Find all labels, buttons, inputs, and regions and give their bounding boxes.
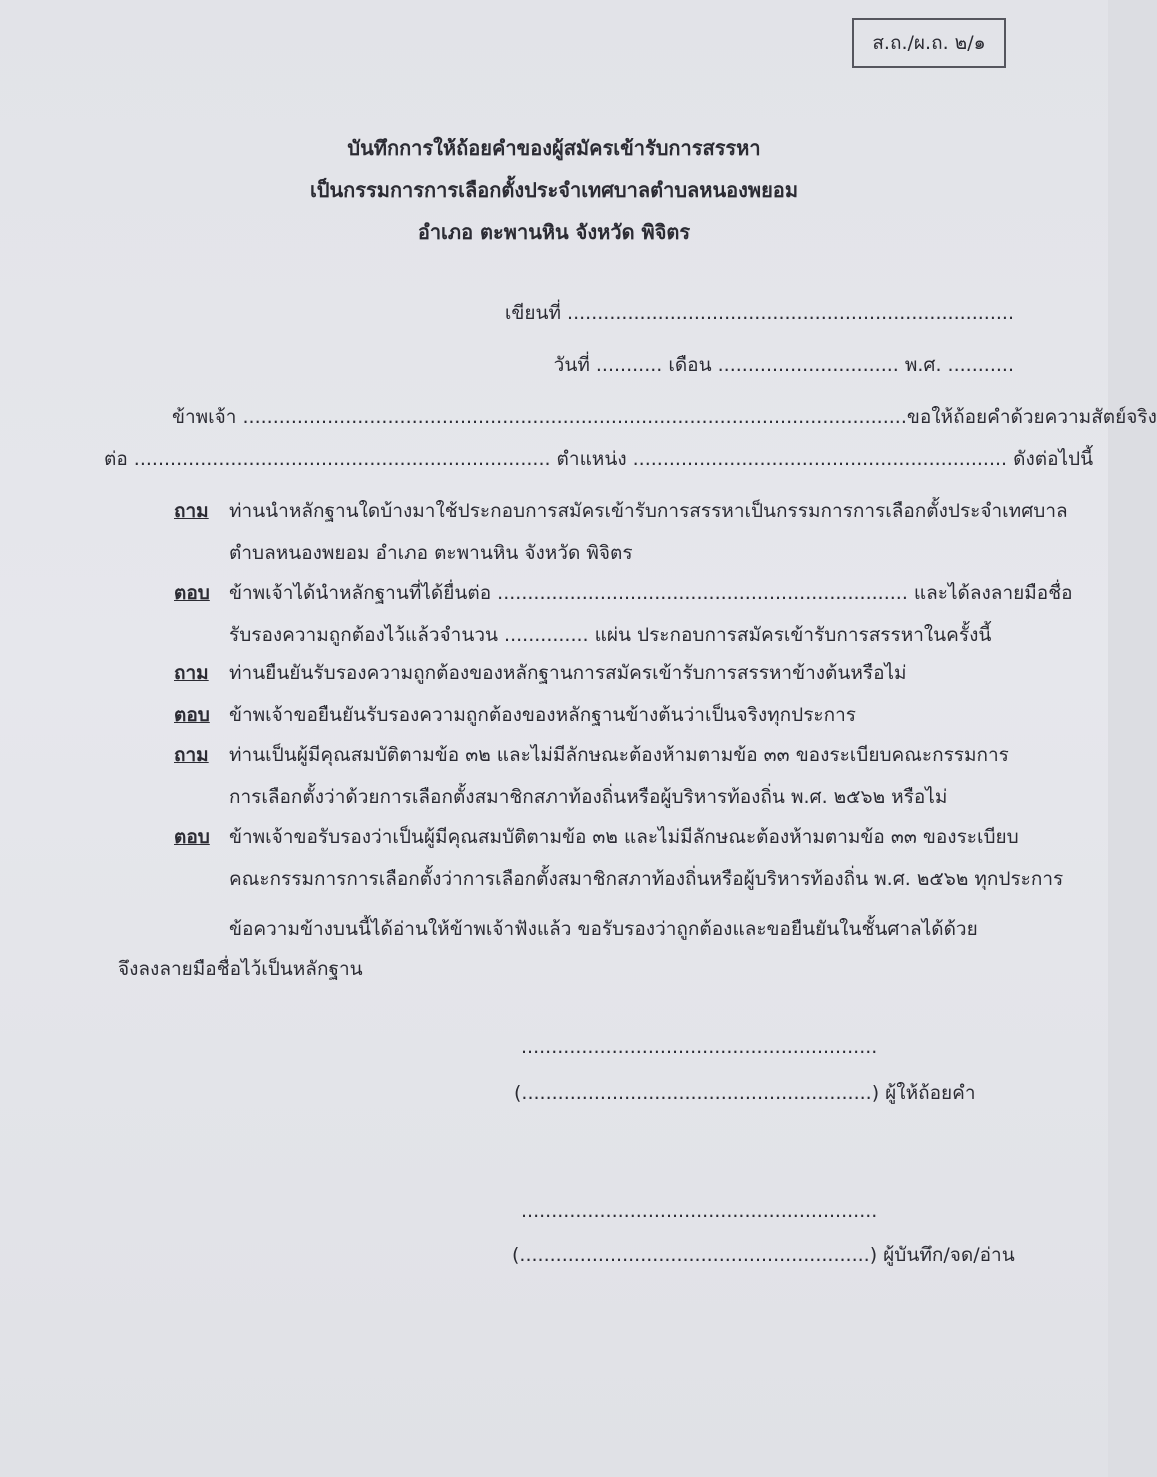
qa-tag: ถาม <box>174 744 209 766</box>
qa-line: ท่านนำหลักฐานใดบ้างมาใช้ประกอบการสมัครเข้ารับการสรรหาเป็นกรรมการการเลือกตั้งประจำเทศบาล <box>229 500 1068 522</box>
signature-dots: ........................................................... <box>521 1200 878 1222</box>
qa-line: ข้าพเจ้าได้นำหลักฐานที่ได้ยื่นต่อ .................................................................... และได้ลงลายมือชื่อ <box>229 582 1073 604</box>
qa-line: รับรองความถูกต้องไว้แล้วจำนวน .............. แผ่น ประกอบการสมัครเข้ารับการสรรหาในครั้งนี้ <box>229 624 992 646</box>
written-at-line: เขียนที่ .......................................................................... <box>504 302 1014 324</box>
qa-tag: ถาม <box>174 662 209 684</box>
qa-tag: ตอบ <box>174 582 210 604</box>
qa-line: คณะกรรมการการเลือกตั้งว่าการเลือกตั้งสมาชิกสภาท้องถิ่นหรือผู้บริหารท้องถิ่น พ.ศ. ๒๕๖๒ ทุกประการ <box>229 868 1064 890</box>
closing-line-1: ข้อความข้างบนนี้ได้อ่านให้ข้าพเจ้าฟังแล้ว ขอรับรองว่าถูกต้องและขอยืนยันในชั้นศาลได้ด้วย <box>229 918 978 940</box>
qa-line: การเลือกตั้งว่าด้วยการเลือกตั้งสมาชิกสภาท้องถิ่นหรือผู้บริหารท้องถิ่น พ.ศ. ๒๕๖๒ หรือไม่ <box>229 786 948 808</box>
qa-line: ข้าพเจ้าขอรับรองว่าเป็นผู้มีคุณสมบัติตามข้อ ๓๒ และไม่มีลักษณะต้องห้ามตามข้อ ๓๓ ของระเบียบ <box>229 826 1019 848</box>
qa-tag: ถาม <box>174 500 209 522</box>
qa-line: ข้าพเจ้าขอยืนยันรับรองความถูกต้องของหลักฐานข้างต้นว่าเป็นจริงทุกประการ <box>229 704 857 726</box>
qa-line: ท่านเป็นผู้มีคุณสมบัติตามข้อ ๓๒ และไม่มีลักษณะต้องห้ามตามข้อ ๓๓ ของระเบียบคณะกรรมการ <box>229 744 1009 766</box>
intro-line-2: ต่อ ..................................................................... ตำแหน่ง .............................................................. ดังต่อไปนี้ <box>104 448 1094 470</box>
qa-line: ตำบลหนองพยอม อำเภอ ตะพานหิน จังหวัด พิจิตร <box>229 542 633 564</box>
form-code-box <box>852 18 1006 68</box>
qa-tag: ตอบ <box>174 826 210 848</box>
date-line: วันที่ ........... เดือน .............................. พ.ศ. ........... <box>553 354 1014 376</box>
signature-name-line: (..........................................................) ผู้บันทึก/จด/อ่าน <box>512 1244 1015 1266</box>
title-line-1: บันทึกการให้ถ้อยคำของผู้สมัครเข้ารับการสรรหา <box>347 136 761 160</box>
signature-dots: ........................................................... <box>521 1036 878 1058</box>
qa-tag: ตอบ <box>174 704 210 726</box>
intro-line-1: ข้าพเจ้า ..............................................................................................................ขอให้ถ้อยคำด้วยความสัตย์จริง <box>172 406 1157 428</box>
form-code: ส.ถ./ผ.ถ. ๒/๑ <box>872 32 986 54</box>
title-line-2: เป็นกรรมการการเลือกตั้งประจำเทศบาลตำบลหนองพยอม <box>309 178 799 202</box>
qa-line: ท่านยืนยันรับรองความถูกต้องของหลักฐานการสมัครเข้ารับการสรรหาข้างต้นหรือไม่ <box>229 662 907 684</box>
closing-line-2: จึงลงลายมือชื่อไว้เป็นหลักฐาน <box>118 958 363 980</box>
title-line-3: อำเภอ ตะพานหิน จังหวัด พิจิตร <box>417 220 691 244</box>
signature-name-line: (..........................................................) ผู้ให้ถ้อยคำ <box>514 1082 976 1104</box>
